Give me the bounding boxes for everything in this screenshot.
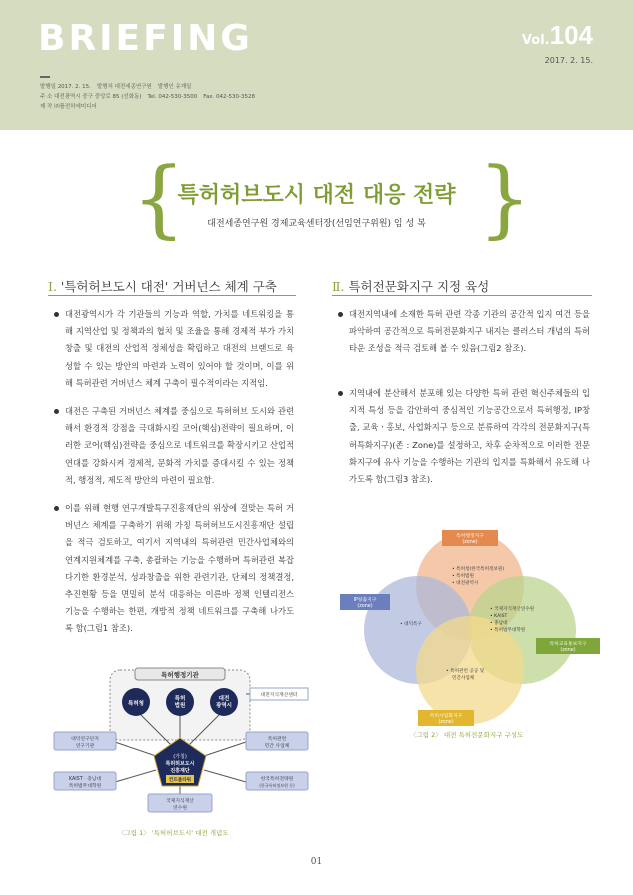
node-label: KAIST · 충남대 [68,777,102,782]
node-label: 특허 [174,696,186,702]
vol-label: Vol. [521,33,550,48]
section-2-title: 특허전문화지구 지정 육성 [348,279,490,294]
node-label: 연수원 [173,806,187,811]
node-label: 한국특허전략원 [260,777,294,782]
zone-label-text: 특허교육홍보지구 [549,642,587,647]
bullet-icon [54,312,59,317]
meta-item: 발행인 유재일 [157,84,192,90]
masthead [0,0,633,130]
node-label: 법원 [174,703,186,709]
zone-admin-content: • 특허청(한국특허정보원) [452,567,505,572]
node-label: 특허관련 [267,737,287,742]
paragraph-text: 대전광역시가 각 기관들의 기능과 역할, 가치를 네트워킹을 통해 지역산업 및 정책과의 협치 및 조율을 통해 경제적 부가 가치 창출 및 대전의 산업적 정체성을 확립하고 대전의 브랜드로 육성할 수 있는 방안의 마련과 노력이 있어야 할 것이며, 이를 위해 특허관련 거버넌스 체계 구축이 필수적이라는 지적임. [65,309,294,388]
page-number: 01 [310,857,323,867]
article-title: 특허허브도시 대전 대응 전략 [177,183,456,208]
zone-label-text: 특허행정지구 [456,534,484,539]
zone-label-text: (zone) [462,540,478,545]
paragraph-text: 대전은 구축된 거버넌스 체계를 중심으로 특허허브 도시와 관련해서 환경적 강점을 극대화시킬 코어(핵심)전략이 필요하며, 이러한 코어(핵심)전략을 중심으로 네트워크를 확장시키고 산업적 연대를 강화시켜 경제적, 문화적 가치를 증대시킬 수 있는 정책적, 행정적, 제도적 방안의 마련이 필요함. [65,406,294,485]
zone-biz-content: 민간사업체 [452,676,475,681]
figure-1-diagram [50,666,310,824]
node-label: (가칭) [173,754,187,760]
zone-edu-content: • 충남대 [490,621,508,626]
issue-date: 2017. 2. 15. [544,56,593,65]
meta-item: 발행일 2017. 2. 15. [40,84,91,90]
bullet-icon [54,506,59,511]
article-byline: 대전세종연구원 경제교육센터장(선임연구위원) 임 성 복 [207,219,426,229]
section-2-paragraph [338,385,590,488]
figure-2-diagram [340,530,600,728]
node-label: 대전지식재산센터 [260,693,298,698]
node-label: 대전 [218,696,230,702]
section-1-paragraph [54,500,294,638]
section-1-number: Ⅰ. [48,279,57,294]
publication-info [40,82,261,112]
divider [40,76,50,78]
node-label: 국제지식재산 [166,799,194,804]
zone-label-text: (zone) [357,604,373,609]
meta-item: Fax. 042-530-3528 [203,94,256,100]
control-tower-label: 컨트롤타워 [168,778,192,783]
node-label: 특허허브도시 [165,761,195,767]
right-brace: } [478,149,532,247]
section-2-paragraph [338,306,590,358]
zone-label-text: (zone) [438,720,454,725]
zone-label-text: (zone) [560,648,576,653]
node-label: 진흥재단 [170,768,190,774]
section-1-paragraph [54,306,294,392]
top-node [166,688,194,716]
section-2-heading [332,277,489,295]
bullet-icon [338,312,343,317]
left-brace: { [132,149,186,247]
paragraph-text: 이를 위해 현행 연구개발특구진흥재단의 위상에 걸맞는 특허 거버넌스 체계를 구축하기 위해 가칭 특허허브도시진흥재단 설립을 적극 검토하고, 여기서 지역내의 특허관련 민간사업체와의 연계지원체계를 구축, 총괄하는 기능을 수행하며 특허관련 복잡다기한 환경분석, 성과창출을 위한 관련기관, 단체의 정책결정, 추진현황 등을 면밀히 분석 대응하는 이른바 정책 인텔리전스 기능을 수행하는 한편, 개방적 정책 네트워크를 구축해 나가도록 함(그림1 참조). [65,503,294,634]
figure-2-caption: 〈그림 2〉 대전 특허전문화지구 구성도 [410,731,524,739]
meta-item: 제 작 ㈜플전하에미디어 [40,104,97,110]
zone-edu-content: • 국제지식재산연수원 [490,607,535,612]
node-label: 연구기관 [75,744,95,749]
section-1-title: '특허허브도시 대전' 거버넌스 체계 구축 [60,279,277,294]
paragraph-text: 대전지역내에 소재한 특허 관련 각종 기관의 공간적 입지 여건 등을 파악하여 공간적으로 특허전문화지구 내지는 클러스터 개념의 특허타운 조성을 적극 검토해 볼 수 있음(그림2 참조). [349,309,590,354]
zone-label-text: IP창출지구 [353,598,377,603]
zone-edu-content: • 특허법무대학원 [490,628,526,633]
zone-admin-content: • 특허법원 [452,574,474,579]
section-2-rule [332,295,592,296]
node-label: 특허청 [128,701,144,707]
section-1-rule [48,295,296,296]
section-2-number: Ⅱ. [332,279,345,294]
brand-logo: BRIEFING [38,18,253,59]
bullet-icon [338,391,343,396]
zone-label-text: 특허사업화지구 [429,714,463,719]
node-label: 민간 사업체 [264,744,290,749]
node-label: 특허법무대학원 [68,784,102,789]
figure-1-caption: 〈그림 1〉 '특허허브도시' 대전 개념도 [118,829,229,837]
section-1-paragraph [54,403,294,489]
zone-ip-content: • 대덕특구 [400,622,422,627]
top-node [210,688,238,716]
meta-item: 주 소 대전광역시 중구 중앙로 85 (선화동) [40,94,142,100]
node-label: (한국특허정보원 등) [259,783,295,788]
admin-agency-label: 특허행정기관 [161,671,199,679]
paragraph-text: 지역내에 분산해서 분포해 있는 다양한 특허 관련 혁신주체들의 입지적 특성 등을 감안하여 중심적인 기능공간으로서 특허행정, IP창출, 교육ㆍ홍보, 사업화지구 등으로 분류하여 각각의 전문화지구(특허특화지구)(존 : Zone)를 설정하고, 차후 순차적으로 이러한 전문화지구에 유사 기능을 수행하는 기관의 입지를 특화해서 유도해 나가도록 함(그림3 참조). [349,388,590,485]
zone-biz-content: • 특허관련 공공 및 [446,669,485,674]
node-label: 대덕연구단지 [71,737,99,742]
zone-admin-content: • 대전광역시 [452,581,479,586]
vol-number: 104 [549,20,593,50]
zone-edu-content: • KAIST [490,614,508,619]
meta-item: Tel. 042-530-3500 [147,94,198,100]
top-node [122,688,150,716]
section-1-heading [48,277,277,295]
meta-item: 발행처 대전세종연구원 [96,84,152,90]
bullet-icon [54,409,59,414]
volume-number [522,20,593,51]
node-label: 광역시 [216,703,232,709]
